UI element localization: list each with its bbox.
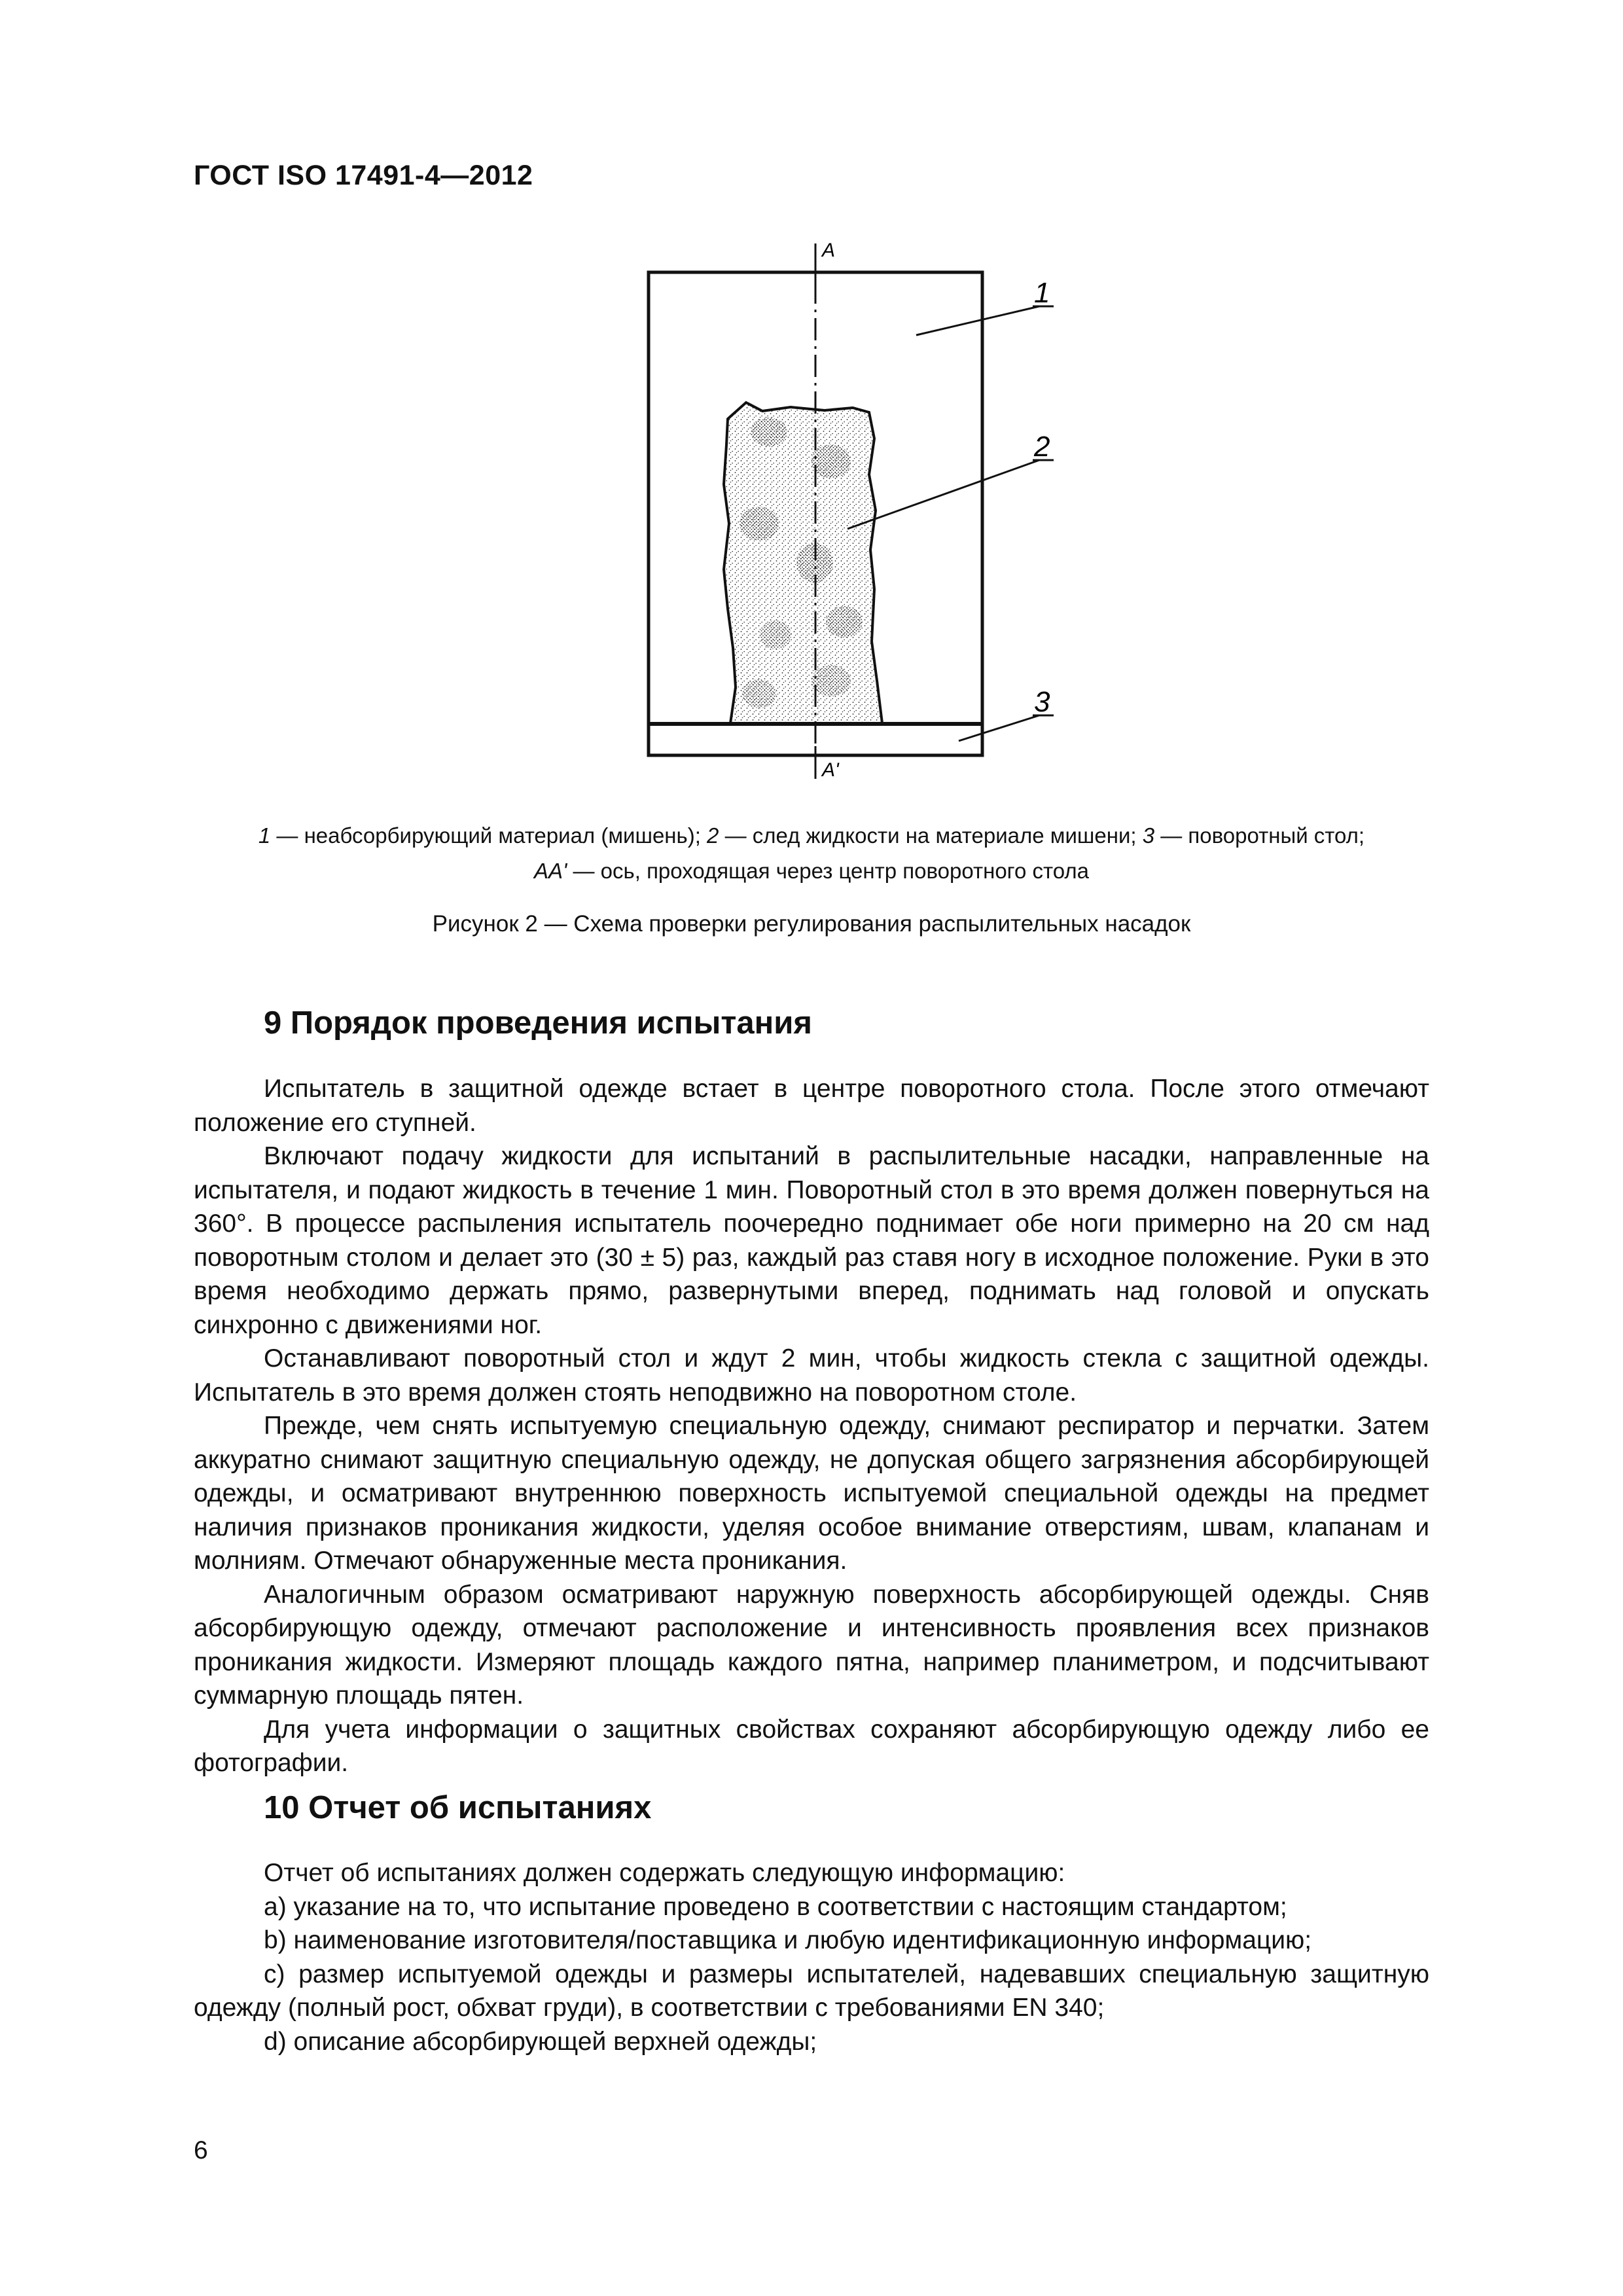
legend-key-axis: АА' [534,859,567,883]
axis-label-bottom: A' [822,759,839,781]
leader-2 [847,460,1039,529]
leader-1 [916,306,1039,335]
legend-key-2: 2 [707,823,719,848]
figure-caption: Рисунок 2 — Схема проверки регулирования распылительных насадок [432,911,1191,937]
callout-1: 1 [1034,277,1050,309]
page-number: 6 [194,2136,208,2164]
callout-3: 3 [1034,686,1050,718]
section-10-body [194,1856,1429,2058]
figure-spray-test-scheme [628,236,1099,798]
section-10-list-item-a: a) указание на то, что испытание проведено в соответствии с настоящим стандартом; [264,1892,1287,1921]
section-10-title: 10 Отчет об испытаниях [264,1790,652,1825]
legend-text-1: — неабсорбирующий материал (мишень); [270,823,707,848]
callout-2: 2 [1034,431,1050,463]
section-10-paragraph: Отчет об испытаниях должен содержать следующую информацию: [264,1859,1065,1887]
section-9-paragraph: Аналогичным образом осматривают наружную поверхность абсорбирующей одежды. Сняв абсорбирующую одежду, отмечают расположение и интенсивность проявления всех признаков проникания жидкости. Измеряют площадь каждого пятна, например планиметром, и подсчитывают суммарную площадь пятен. [194,1580,1429,1710]
section-10-list-item-d: d) описание абсорбирующей верхней одежды; [264,2027,817,2056]
section-9-paragraph: Испытатель в защитной одежде встает в центре поворотного стола. После этого отмечают положение его ступней. [194,1075,1429,1137]
section-9-body [194,1072,1429,1780]
section-9-paragraph: Останавливают поворотный стол и ждут 2 мин, чтобы жидкость стекла с защитной одежды. Испытатель в это время должен стоять неподвижно на поворотном столе. [194,1344,1429,1407]
section-9-paragraph: Прежде, чем снять испытуемую специальную одежду, снимают респиратор и перчатки. Затем аккуратно снимают защитную специальную одежду, не допуская общего загрязнения абсорбирующей одежды, и осматривают внутреннюю поверхность испытуемой специальной одежды на предмет наличия признаков проникания жидкости, уделяя особое внимание отверстиям, швам, клапанам и молниям. Отмечают обнаруженные места проникания. [194,1412,1429,1575]
section-9-title: 9 Порядок проведения испытания [264,1005,812,1041]
legend-key-3: 3 [1142,823,1155,848]
figure-legend-line-2 [194,853,1429,889]
leader-3 [959,715,1039,741]
section-9-paragraph: Для учета информации о защитных свойствах сохраняют абсорбирующую одежду либо ее фотографии. [194,1715,1429,1777]
section-9-paragraph: Включают подачу жидкости для испытаний в распылительные насадки, направленные на испытателя, и подают жидкость в течение 1 мин. Поворотный стол в это время должен повернуться на 360°. В процессе распыления испытатель поочередно поднимает обе ноги примерно на 20 см над поворотным столом и делает это (30 ± 5) раз, каждый раз ставя ногу в исходное положение. Руки в это время необходимо держать прямо, развернутыми вперед, поднимать над головой и опускать синхронно с движениями ног. [194,1142,1429,1339]
legend-text-2: — след жидкости на материале мишени; [719,823,1143,848]
document-header: ГОСТ ISO 17491-4—2012 [194,160,533,191]
legend-text-3: — поворотный стол; [1154,823,1365,848]
section-10-list-item-b: b) наименование изготовителя/поставщика и любую идентификационную информацию; [264,1926,1312,1954]
section-10-list-item-c: c) размер испытуемой одежды и размеры испытателей, надевавших специальную защитную одежду (полный рост, обхват груди), в соответствии с требованиями EN 340; [194,1960,1429,2022]
axis-label-top: A [822,240,836,261]
legend-text-axis: — ось, проходящая через центр поворотного стола [567,859,1089,883]
legend-key-1: 1 [258,823,271,848]
figure-drawing [628,236,1099,798]
figure-legend-line-1 [194,818,1429,853]
